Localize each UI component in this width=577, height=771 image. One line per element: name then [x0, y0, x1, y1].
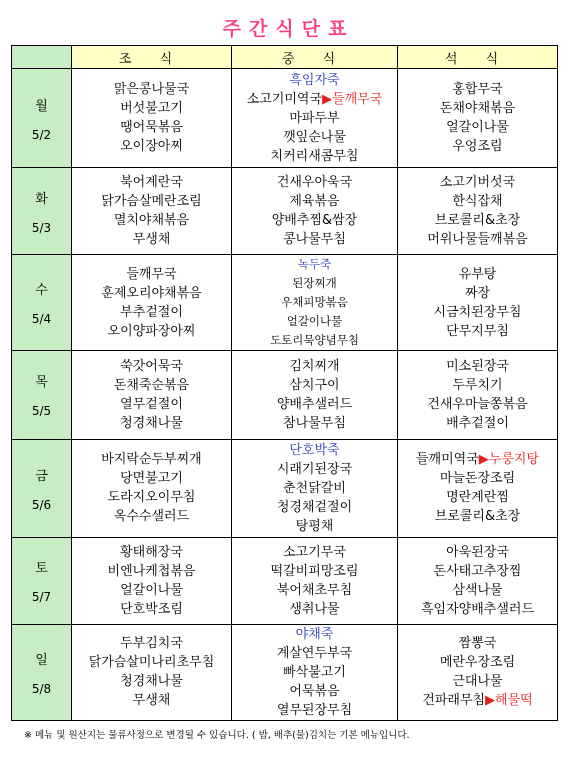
day-name: 금	[35, 468, 48, 484]
lunch-list	[232, 625, 397, 720]
menu-item-original: 건파래무침	[422, 693, 486, 709]
day-cell	[12, 439, 72, 537]
menu-item: 돈채야채볶음	[439, 101, 516, 117]
corner-cell	[12, 46, 72, 69]
menu-item: 계살연두부국	[276, 645, 353, 661]
menu-item: 야채죽	[295, 626, 334, 642]
menu-item: 콩나물무침	[283, 232, 346, 248]
breakfast-list	[72, 634, 231, 710]
menu-item: 얼갈이나물	[120, 582, 183, 598]
menu-item: 도토리묵양념무침	[270, 333, 359, 348]
menu-item: 짬뽕국	[458, 636, 497, 652]
menu-item: 도라지오이무침	[107, 490, 196, 506]
lunch-cell	[232, 168, 398, 254]
day-name: 월	[35, 98, 48, 114]
dinner-list	[398, 357, 557, 433]
day-row	[12, 439, 558, 537]
menu-item: 떡갈비피망조림	[270, 563, 359, 579]
menu-item: 북어계란국	[120, 175, 183, 191]
menu-item	[232, 90, 397, 109]
menu-item: 청경채겉절이	[276, 499, 353, 515]
menu-item: 시금치된장무침	[433, 304, 522, 320]
breakfast-cell	[72, 538, 232, 624]
dinner-list	[398, 265, 557, 341]
menu-item: 버섯불고기	[120, 101, 183, 117]
day-name: 일	[35, 652, 48, 668]
menu-item: 얼갈이나물	[286, 314, 343, 329]
menu-item: 열무겉절이	[120, 396, 183, 412]
menu-item: 닭가슴살메란조림	[101, 194, 202, 210]
day-cell	[12, 624, 72, 720]
menu-item: 오이양파장아찌	[107, 323, 196, 339]
dinner-list	[398, 450, 557, 526]
day-date: 5/8	[31, 681, 52, 696]
day-date: 5/4	[31, 312, 52, 327]
dinner-list	[398, 543, 557, 619]
menu-item: 생취나물	[289, 601, 340, 617]
menu-item: 무생채	[132, 693, 171, 709]
menu-item: 머위나물들깨볶음	[427, 232, 528, 248]
menu-item: 춘천닭갈비	[283, 480, 346, 496]
menu-item: 치커리새콤무침	[270, 148, 359, 164]
lunch-list	[232, 543, 397, 619]
dinner-cell	[398, 351, 558, 439]
menu-item: 땡어묵볶음	[120, 120, 183, 136]
footer-note: ※ 메뉴 및 원산지는 물류사정으로 변경될 수 있습니다. ( 밥, 배추(물)김치는 기본 메뉴입니다.	[24, 730, 410, 741]
menu-item: 훈제오리야채볶음	[101, 285, 202, 301]
menu-item-replacement: ▶해물떡	[485, 693, 533, 709]
lunch-list	[232, 441, 397, 536]
breakfast-list	[72, 80, 231, 156]
menu-item	[398, 450, 557, 469]
breakfast-list	[72, 450, 231, 526]
menu-item: 우채피망볶음	[281, 295, 348, 310]
menu-item: 맑은콩나물국	[113, 82, 190, 98]
menu-item: 바지락순두부찌개	[101, 452, 202, 468]
menu-item: 홍합무국	[452, 82, 503, 98]
menu-item: 건새우아욱국	[276, 175, 353, 191]
day-date: 5/7	[31, 590, 52, 605]
breakfast-list	[72, 357, 231, 433]
breakfast-cell	[72, 254, 232, 350]
menu-item: 근대나물	[452, 674, 503, 690]
menu-item: 비엔나케첩볶음	[107, 563, 196, 579]
dinner-list	[398, 173, 557, 249]
lunch-cell	[232, 624, 398, 720]
day-name: 토	[35, 561, 48, 577]
menu-item: 두부김치국	[120, 636, 183, 652]
day-name: 목	[35, 375, 48, 391]
menu-item: 북어채초무침	[276, 582, 353, 598]
menu-item: 짜장	[464, 285, 491, 301]
menu-item: 삼색나물	[452, 582, 503, 598]
day-date: 5/5	[31, 404, 52, 419]
day-cell	[12, 351, 72, 439]
breakfast-list	[72, 265, 231, 341]
menu-item: 당면불고기	[120, 471, 183, 487]
header-lunch: 중 식	[232, 46, 398, 69]
menu-item-original: 소고기미역국	[246, 91, 323, 107]
breakfast-cell	[72, 351, 232, 439]
menu-item: 청경채나물	[120, 674, 183, 690]
day-name: 화	[35, 191, 48, 207]
menu-item: 얼갈이나물	[446, 120, 509, 136]
dinner-list	[398, 634, 557, 710]
menu-item: 한식잡채	[452, 194, 503, 210]
menu-item-replacement: ▶누룽지탕	[478, 452, 540, 468]
menu-item: 소고기무국	[283, 544, 346, 560]
menu-item-replacement: ▶들깨무국	[322, 91, 383, 107]
day-row	[12, 168, 558, 254]
day-date: 5/2	[31, 127, 52, 142]
day-cell	[12, 69, 72, 168]
menu-item: 청경채나물	[120, 415, 183, 431]
day-row	[12, 69, 558, 168]
menu-item: 아욱된장국	[446, 544, 509, 560]
menu-item: 황태해장국	[120, 544, 183, 560]
menu-item: 미소된장국	[446, 358, 509, 374]
menu-item: 멸치야채볶음	[113, 213, 190, 229]
breakfast-cell	[72, 439, 232, 537]
menu-item: 양배추찜&쌈장	[271, 213, 358, 229]
menu-item: 흑임자죽	[289, 72, 340, 88]
dinner-list	[398, 80, 557, 156]
menu-item: 돈채죽순볶음	[113, 377, 190, 393]
menu-item: 양배추샐러드	[276, 396, 353, 412]
menu-item: 브로콜리&초장	[434, 509, 521, 525]
lunch-list	[232, 71, 397, 166]
lunch-list	[232, 357, 397, 433]
menu-item: 옥수수샐러드	[113, 509, 190, 525]
menu-item: 마파두부	[289, 110, 340, 126]
menu-item: 명란계란찜	[446, 490, 509, 506]
day-cell	[12, 538, 72, 624]
menu-item: 흑임자양배추샐러드	[420, 601, 535, 617]
menu-item	[398, 691, 557, 710]
menu-item: 우엉조림	[452, 139, 503, 155]
page-title: 주간식단표	[222, 18, 355, 40]
lunch-cell	[232, 69, 398, 168]
menu-item: 빠삭불고기	[283, 664, 346, 680]
menu-item: 메란우장조림	[439, 655, 516, 671]
menu-item: 소고기버섯국	[439, 175, 516, 191]
day-name: 수	[35, 283, 48, 299]
weekly-menu-table	[11, 45, 558, 721]
menu-item: 참나물무침	[283, 415, 346, 431]
menu-item: 시래기된장국	[276, 461, 353, 477]
menu-item: 단호박조림	[120, 601, 183, 617]
lunch-list	[232, 255, 397, 350]
menu-item: 김치찌개	[289, 358, 340, 374]
breakfast-list	[72, 173, 231, 249]
dinner-cell	[398, 439, 558, 537]
menu-item: 부추겉절이	[120, 304, 183, 320]
menu-item: 삼치구이	[289, 377, 340, 393]
header-dinner: 석 식	[398, 46, 558, 69]
day-row	[12, 538, 558, 624]
menu-item: 쑥갓어묵국	[120, 358, 183, 374]
menu-item: 브로콜리&초장	[434, 213, 521, 229]
menu-item: 무생채	[132, 232, 171, 248]
menu-item: 닭가슴살미나리초무침	[88, 655, 215, 671]
menu-item: 건새우마늘쫑볶음	[427, 396, 528, 412]
day-date: 5/6	[31, 497, 52, 512]
lunch-list	[232, 173, 397, 249]
menu-item: 두루치기	[452, 377, 503, 393]
menu-item: 돈사태고추장찜	[433, 563, 522, 579]
lunch-cell	[232, 439, 398, 537]
lunch-cell	[232, 351, 398, 439]
dinner-cell	[398, 538, 558, 624]
menu-item: 오이장아찌	[120, 139, 183, 155]
menu-item: 깻잎순나물	[283, 129, 346, 145]
menu-item: 단무지무침	[446, 323, 509, 339]
menu-item: 탕평채	[295, 518, 334, 534]
dinner-cell	[398, 168, 558, 254]
header-breakfast: 조 식	[72, 46, 232, 69]
menu-item: 마늘돈장조림	[439, 471, 516, 487]
dinner-cell	[398, 69, 558, 168]
menu-item: 제육볶음	[289, 194, 340, 210]
menu-item-original: 들깨미역국	[415, 452, 479, 468]
breakfast-cell	[72, 69, 232, 168]
breakfast-cell	[72, 624, 232, 720]
breakfast-cell	[72, 168, 232, 254]
menu-item: 열무된장무침	[276, 702, 353, 718]
menu-item: 어묵볶음	[289, 683, 340, 699]
day-row	[12, 624, 558, 720]
day-date: 5/3	[31, 220, 52, 235]
lunch-cell	[232, 538, 398, 624]
day-cell	[12, 254, 72, 350]
menu-item: 배추겉절이	[446, 415, 509, 431]
day-row	[12, 254, 558, 350]
day-cell	[12, 168, 72, 254]
menu-item: 단호박죽	[289, 442, 340, 458]
dinner-cell	[398, 254, 558, 350]
menu-item: 녹두죽	[297, 257, 332, 272]
menu-item: 들깨무국	[126, 266, 177, 282]
breakfast-list	[72, 543, 231, 619]
dinner-cell	[398, 624, 558, 720]
lunch-cell	[232, 254, 398, 350]
day-row	[12, 351, 558, 439]
menu-item: 된장찌개	[292, 276, 337, 291]
menu-item: 유부탕	[458, 266, 497, 282]
